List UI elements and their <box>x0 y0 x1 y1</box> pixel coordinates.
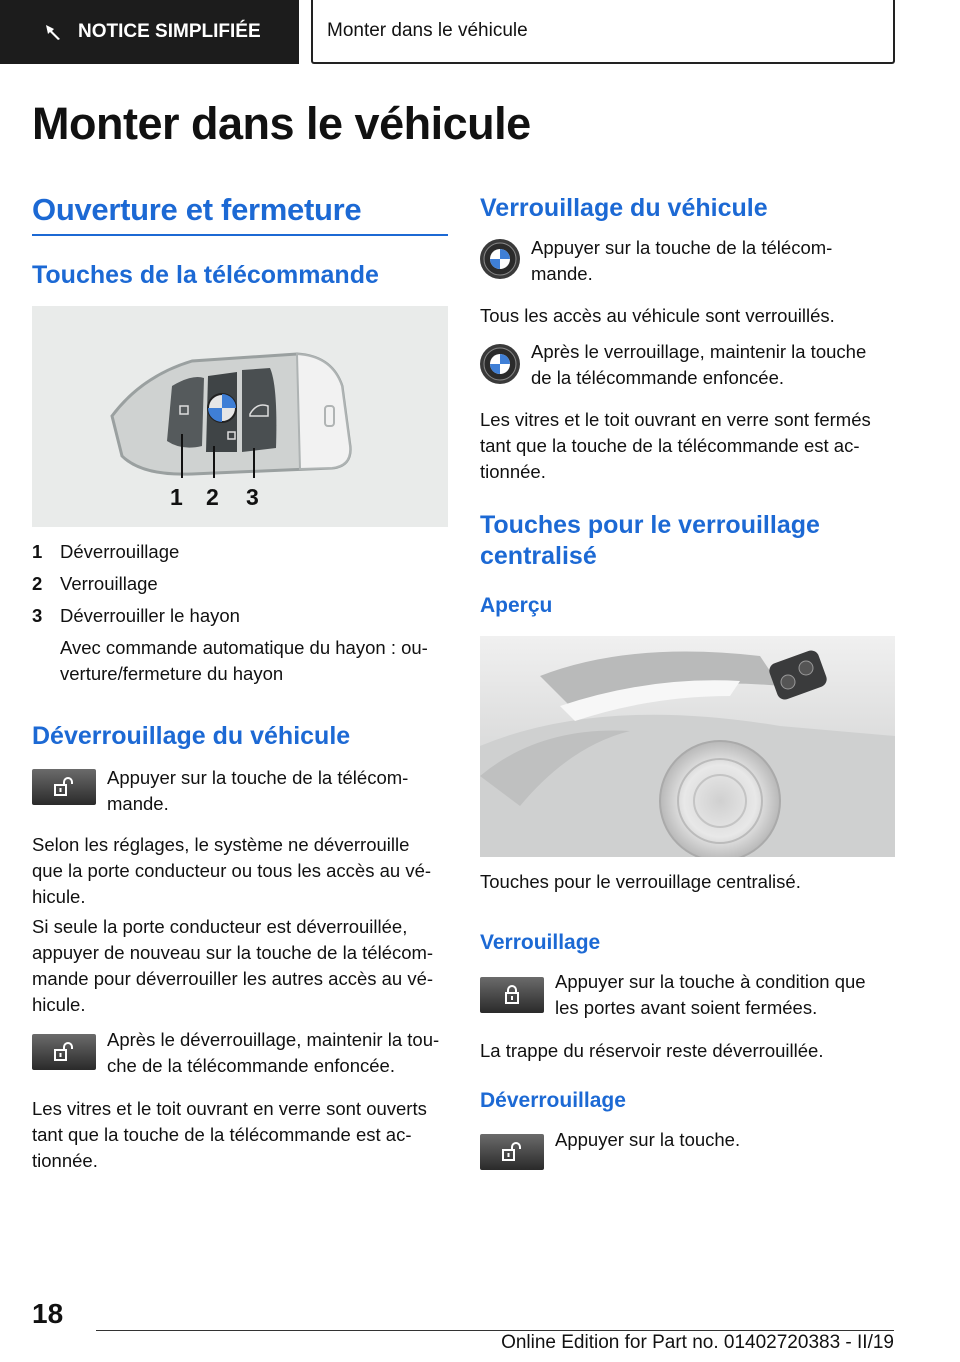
lock-text: Appuyer sur la touche de la télécom‐ mande. <box>531 237 833 284</box>
heading-remote-keys: Touches de la télécommande <box>32 261 379 289</box>
lock-button-icon <box>480 977 544 1013</box>
heading-unlock: Déverrouillage <box>480 1089 626 1112</box>
remote-key-list <box>32 539 452 687</box>
figure-label-3: 3 <box>246 484 259 510</box>
header-tab-label: NOTICE SIMPLIFIÉE <box>78 21 261 42</box>
section-heading: Ouverture et fermeture <box>32 192 362 227</box>
door-panel-image <box>480 636 895 857</box>
figure-label-2: 2 <box>206 484 219 510</box>
lock-hold-text: Après le verrouillage, maintenir la touche de la télécommande enfoncée. <box>531 341 867 388</box>
list-note: Avec commande automatique du hayon : ou‐ verture/fermeture du hayon <box>60 637 428 684</box>
paragraph-fuel-flap: La trappe du réservoir reste déverrouillée. <box>480 1040 824 1061</box>
header-tab <box>0 0 299 64</box>
heading-lock: Verrouillage <box>480 931 601 954</box>
door-panel-illustration <box>480 636 895 857</box>
section-rule <box>32 234 448 236</box>
header-section-label: Monter dans le véhicule <box>327 20 528 41</box>
heading-overview: Aperçu <box>480 594 553 617</box>
unlock-hold-text: Après le déverrouillage, maintenir la tou‐ che de la télécommande enfoncée. <box>107 1029 440 1076</box>
page-title: Monter dans le véhicule <box>32 98 531 149</box>
unlock-hold-icon <box>32 1034 96 1070</box>
heading-unlock-vehicle: Déverrouillage du véhicule <box>32 722 351 750</box>
figure-caption: Touches pour le verrouillage centralisé. <box>480 871 801 892</box>
list-item: 2 Verrouillage <box>32 573 158 594</box>
figure-label-1: 1 <box>170 484 183 510</box>
paragraph-all-locked: Tous les accès au véhicule sont verrouillés. <box>480 305 835 326</box>
lock-button-text: Appuyer sur la touche à condition que les portes avant soient fermées. <box>555 971 866 1018</box>
remote-key-image <box>32 306 448 527</box>
bmw-logo-icon <box>480 239 520 279</box>
paragraph-settings: Selon les réglages, le système ne déverrouille que la porte conducteur ou tous les accès au vé‐ hicule. <box>32 834 432 907</box>
footer-rule <box>96 1330 894 1331</box>
heading-lock-vehicle: Verrouillage du véhicule <box>480 194 768 222</box>
paragraph-windows-close: Les vitres et le toit ouvrant en verre sont fermés tant que la touche de la télécommande est ac‐ tionnée. <box>480 409 871 482</box>
remote-key-illustration <box>32 306 448 527</box>
heading-central-locking: Touches pour le verrouillage centralisé <box>480 511 820 570</box>
unlock-icon <box>32 769 96 805</box>
header-section <box>311 0 895 64</box>
bmw-logo-icon <box>480 344 520 384</box>
pin-icon <box>42 21 64 43</box>
list-item: 3 Déverrouiller le hayon <box>32 605 240 626</box>
paragraph-windows-open: Les vitres et le toit ouvrant en verre sont ouverts tant que la touche de la télécommande est ac‐ tionnée. <box>32 1098 427 1171</box>
unlock-button-icon <box>480 1134 544 1170</box>
page-number: 18 <box>32 1298 64 1329</box>
unlock-text: Appuyer sur la touche de la télécom‐ mande. <box>107 767 409 814</box>
list-item: 1 Déverrouillage <box>32 541 180 562</box>
unlock-button-text: Appuyer sur la touche. <box>555 1129 741 1150</box>
paragraph-driver-door: Si seule la porte conducteur est déverrouillée, appuyer de nouveau sur la touche de la télécom‐ mande pour déverrouiller les autres accès au vé‐ hicule. <box>32 916 434 1015</box>
footer-edition: Online Edition for Part no. 01402720383 - II/19 <box>501 1332 894 1353</box>
